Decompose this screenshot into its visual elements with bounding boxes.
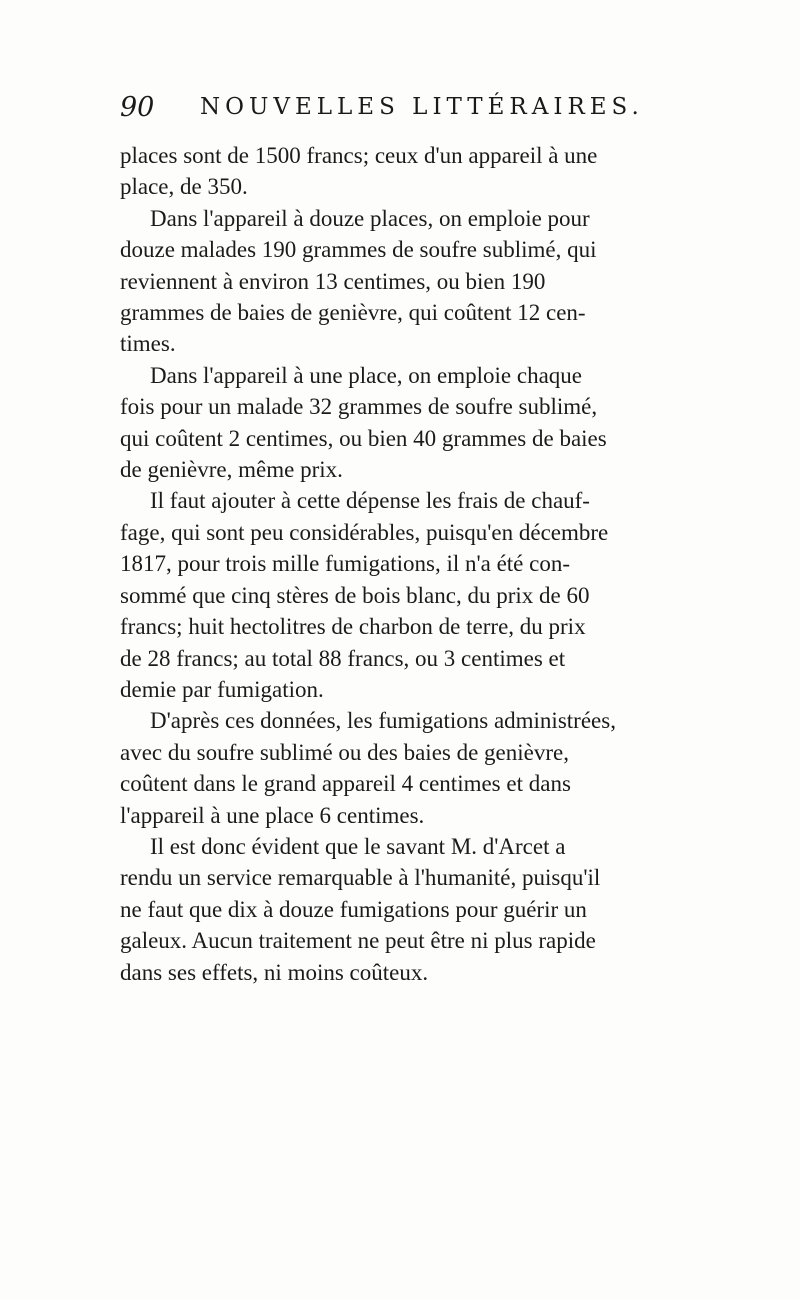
page-number: 90 — [120, 92, 155, 123]
page-header — [120, 92, 680, 132]
paragraph-heating-costs: Il faut ajouter à cette dépense les frais de chauf- fage, qui sont peu considérables, puisqu'en décembre 1817, pour trois mille fumigations, il n'a été con- sommé que cinq stères de bois blanc, du prix de 60 francs; huit hectolitres de charbon de terre, du prix de 28 francs; au total 88 francs, ou 3 centimes et demie par fumigation. — [120, 488, 609, 702]
paragraph-total-costs: D'après ces données, les fumigations administrées, avec du soufre sublimé ou des baies de genièvre, coûtent dans le grand appareil 4 centimes et dans l'appareil à une place 6 centimes. — [120, 708, 616, 828]
paragraph-large-apparatus: Dans l'appareil à douze places, on emploie pour douze malades 190 grammes de soufre sublimé, qui reviennent à environ 13 centimes, ou bien 190 grammes de baies de genièvre, qui coûtent 12 cen- times. — [120, 205, 597, 357]
paragraph-conclusion: Il est donc évident que le savant M. d'Arcet a rendu un service remarquable à l'humanité, puisqu'il ne faut que dix à douze fumigations pour guérir un galeux. Aucun traitement ne peut être ni plus rapide dans ses effets, ni moins coûteux. — [120, 833, 601, 985]
paragraph-continuation: places sont de 1500 francs; ceux d'un appareil à une place, de 350. — [120, 143, 598, 200]
running-title: NOUVELLES LITTÉRAIRES. — [200, 94, 644, 120]
body-text — [120, 140, 680, 988]
paragraph-single-apparatus: Dans l'appareil à une place, on emploie chaque fois pour un malade 32 grammes de soufre sublimé, qui coûtent 2 centimes, ou bien 40 grammes de baies de genièvre, même prix. — [120, 362, 607, 483]
